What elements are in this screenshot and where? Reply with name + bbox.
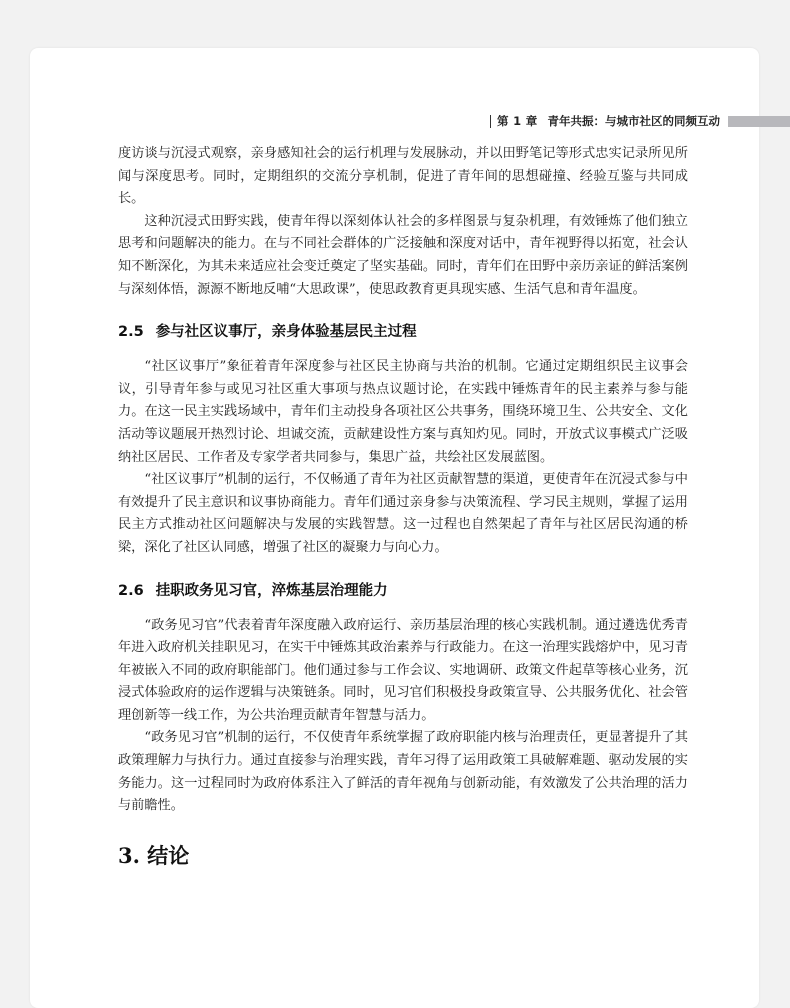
running-header	[490, 112, 790, 130]
header-tab-marker	[728, 116, 790, 127]
section-number: 2.5	[118, 324, 144, 341]
header-chapter: 第 1 章	[496, 114, 538, 128]
page-content	[118, 143, 688, 870]
paragraph: “政务见习官”机制的运行，不仅使青年系统掌握了政府职能内核与治理责任，更显著提升了其政策理解力与执行力。通过直接参与治理实践，青年习得了运用政策工具破解难题、驱动发展的实务能力。这一过程同时为政府体系注入了鲜活的青年视角与创新动能，有效激发了公共治理的活力与前瞻性。	[118, 730, 688, 814]
section-number: 2.6	[118, 582, 144, 599]
paragraph: 度访谈与沉浸式观察，亲身感知社会的运行机理与发展脉动，并以田野笔记等形式忠实记录所见所闻与深度思考。同时，定期组织的交流分享机制，促进了青年间的思想碰撞、经验互鉴与共同成长。	[118, 146, 688, 207]
conclusion-heading: 3. 结论	[118, 842, 190, 868]
header-title: 青年共振：与城市社区的同频互动	[547, 114, 720, 128]
paragraph: 这种沉浸式田野实践，使青年得以深刻体认社会的多样图景与复杂机理，有效锤炼了他们独立思考和问题解决的能力。在与不同社会群体的广泛接触和深度对话中，青年视野得以拓宽，社会认知不断深化，为其未来适应社会变迁奠定了坚实基础。同时，青年们在田野中亲历亲证的鲜活案例与深刻体悟，源源不断地反哺“大思政课”，使思政教育更具现实感、生活气息和青年温度。	[118, 213, 688, 297]
section-title: 参与社区议事厅，亲身体验基层民主过程	[155, 324, 417, 341]
header-divider	[490, 115, 491, 128]
section-heading-2-5	[118, 321, 688, 343]
section-title: 挂职政务见习官，淬炼基层治理能力	[155, 582, 388, 599]
paragraph: “政务见习官”代表着青年深度融入政府运行、亲历基层治理的核心实践机制。通过遴选优秀青年进入政府机关挂职见习，在实干中锤炼其政治素养与行政能力。在这一治理实践熔炉中，见习青年被嵌入不同的政府职能部门。他们通过参与工作会议、实地调研、政策文件起草等核心业务，沉浸式体验政府的运作逻辑与决策链条。同时，见习官们积极投身政策宣导、公共服务优化、社会管理创新等一线工作，为公共治理贡献青年智慧与活力。	[118, 617, 688, 723]
paragraph: “社区议事厅”象征着青年深度参与社区民主协商与共治的机制。它通过定期组织民主议事会议，引导青年参与或见习社区重大事项与热点议题讨论，在实践中锤炼青年的民主素养与参与能力。在这一民主实践场域中，青年们主动投身各项社区公共事务，围绕环境卫生、公共安全、文化活动等议题展开热烈讨论、坦诚交流，贡献建设性方案与真知灼见。同时，开放式议事模式广泛吸纳社区居民、工作者及专家学者共同参与，集思广益，共绘社区发展蓝图。	[118, 359, 688, 465]
section-heading-2-6	[118, 580, 688, 602]
paragraph: “社区议事厅”机制的运行，不仅畅通了青年为社区贡献智慧的渠道，更使青年在沉浸式参与中有效提升了民主意识和议事协商能力。青年们通过亲身参与决策流程、学习民主规则，掌握了运用民主方式推动社区问题解决与发展的实践智慧。这一过程也自然架起了青年与社区居民沟通的桥梁，深化了社区认同感，增强了社区的凝聚力与向心力。	[118, 472, 688, 555]
